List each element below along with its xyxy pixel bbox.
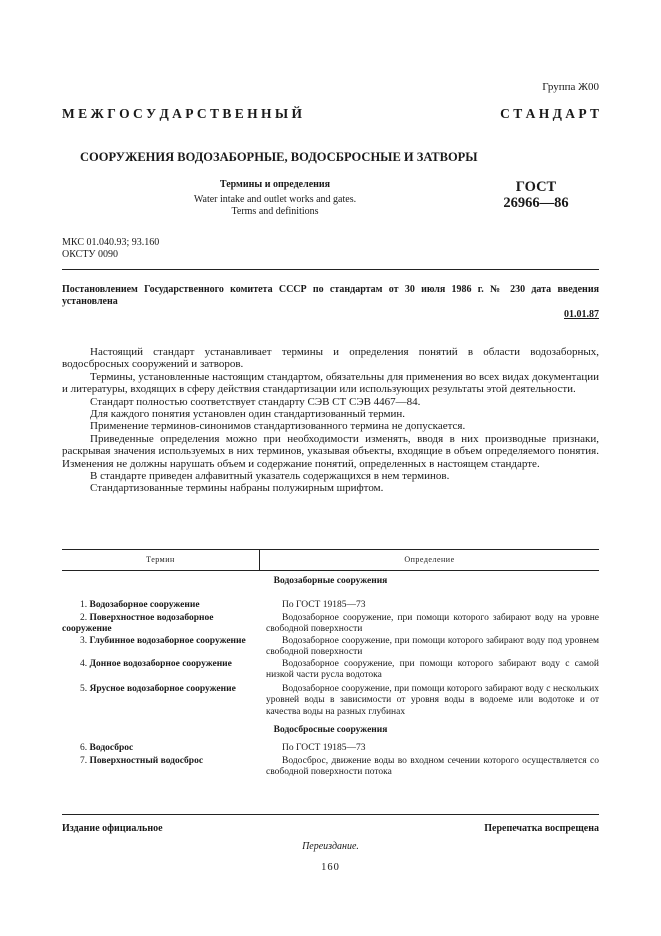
banner-right: С Т А Н Д А Р Т	[500, 106, 599, 121]
definition-cell	[266, 636, 599, 659]
table-header	[62, 549, 599, 571]
term-number: 5.	[80, 684, 88, 694]
term-number: 6.	[80, 743, 88, 753]
paragraph: Настоящий стандарт устанавливает термины и определения понятий в области водозаборных, водосбросных сооружений и затворов.	[62, 346, 599, 371]
subtitle-en-line1: Water intake and outlet works and gates.	[193, 194, 357, 205]
term-cell	[62, 636, 257, 647]
term-name: Водозаборное сооружение	[89, 600, 200, 610]
paragraph: Стандартизованные термины набраны полужирным шрифтом.	[90, 482, 384, 495]
subtitle-block	[160, 179, 390, 218]
paragraph: Для каждого понятия установлен один стандартизованный термин.	[90, 408, 405, 421]
term-name: Водосброс	[89, 743, 134, 753]
body-text	[62, 346, 599, 495]
definition-cell	[266, 756, 599, 779]
definition-text: По ГОСТ 19185—73	[282, 600, 366, 610]
official-edition-label: Издание официальное	[62, 823, 163, 834]
paragraph: Стандарт полностью соответствует стандарту СЭВ СТ СЭВ 4467—84.	[90, 395, 421, 408]
reprint-prohibited-label: Перепечатка воспрещена	[484, 823, 599, 834]
divider-bottom	[62, 814, 599, 815]
term-cell	[62, 600, 257, 611]
page-number: 160	[321, 862, 340, 873]
gost-number: 26966—86	[503, 195, 569, 211]
definition-cell	[266, 684, 599, 718]
term-cell	[62, 743, 257, 754]
decree-date: 01.01.87	[564, 309, 599, 320]
paragraph: Термины, установленные настоящим стандартом, обязательны для применения во всех видах документации и литературы, входящих в сферу действия стандартизации или использующих результаты этой деятельности.	[62, 370, 599, 396]
definition-text: Водозаборное сооружение, при помощи которого забирают воду с нескольких уровней воды в зависимости от уровня воды в водоеме или водотоке и от качества воды на разных глубинах	[266, 684, 599, 717]
okstu-code: ОКСТУ 0090	[62, 249, 119, 260]
term-name: Ярусное водозаборное сооружение	[89, 684, 236, 694]
divider-top	[62, 269, 599, 270]
gost-label: ГОСТ	[515, 179, 557, 195]
mks-code: МКС 01.040.93; 93.160	[62, 237, 160, 248]
term-number: 7.	[80, 756, 88, 766]
term-name: Поверхностное водозаборное сооружение	[62, 613, 214, 635]
definition-cell	[266, 743, 599, 754]
subtitle-en-line2: Terms and definitions	[231, 206, 319, 217]
term-name: Глубинное водозаборное сооружение	[89, 636, 246, 646]
term-cell	[62, 756, 257, 767]
definition-text: Водосброс, движение воды во входном сечении которого осуществляется со свободной поверхности потока	[266, 756, 599, 778]
section-heading: Водозаборные сооружения	[273, 576, 388, 586]
definition-text: Водозаборное сооружение, при помощи которого забирают воду на уровне свободной поверхности	[266, 613, 599, 635]
paragraph: В стандарте приведен алфавитный указатель содержащихся в нем терминов.	[90, 470, 450, 483]
definition-cell	[266, 613, 599, 636]
term-cell	[62, 659, 257, 670]
definition-text: По ГОСТ 19185—73	[282, 743, 366, 753]
term-number: 2.	[80, 613, 88, 623]
column-header-definition: Определение	[259, 550, 599, 570]
column-header-term: Термин	[146, 555, 175, 564]
classification-codes	[62, 237, 159, 261]
term-name: Донное водозаборное сооружение	[89, 659, 232, 669]
group-code: Группа Ж00	[542, 81, 599, 93]
term-number: 1.	[80, 600, 88, 610]
term-cell	[62, 613, 257, 636]
paragraph: Применение терминов-синонимов стандартизованного термина не допускается.	[90, 420, 466, 433]
banner-left: М Е Ж Г О С У Д А Р С Т В Е Н Н Ы Й	[62, 106, 303, 121]
document-title: СООРУЖЕНИЯ ВОДОЗАБОРНЫЕ, ВОДОСБРОСНЫЕ И ЗАТВОРЫ	[80, 150, 478, 164]
term-name: Поверхностный водосброс	[89, 756, 204, 766]
subtitle-ru: Термины и определения	[219, 179, 331, 190]
definition-text: Водозаборное сооружение, при помощи которого забирают воду с самой низкой части русла водотока	[266, 659, 599, 681]
term-number: 4.	[80, 659, 88, 669]
reissue-note: Переиздание.	[302, 841, 359, 852]
paragraph: Приведенные определения можно при необходимости изменять, вводя в них производные признаки, раскрывая значения используемых в них терминов, указывая объекты, входящие в объем определяемого понятия. Изменения не должны нарушать объем и содержание понятий, определенных в настоящем стандарте.	[62, 432, 599, 470]
standard-banner	[62, 106, 599, 122]
decree-text: Постановлением Государственного комитета СССР по стандартам от 30 июля 1986 г. № 230 дата введения установлена	[62, 284, 599, 307]
term-number: 3.	[80, 636, 88, 646]
term-cell	[62, 684, 257, 695]
section-heading: Водосбросные сооружения	[273, 725, 388, 735]
definition-text: Водозаборное сооружение, при помощи которого забирают воду под уровнем свободной поверхности	[266, 636, 599, 658]
definition-cell	[266, 659, 599, 682]
definition-cell	[266, 600, 599, 611]
gost-designation	[496, 179, 576, 211]
